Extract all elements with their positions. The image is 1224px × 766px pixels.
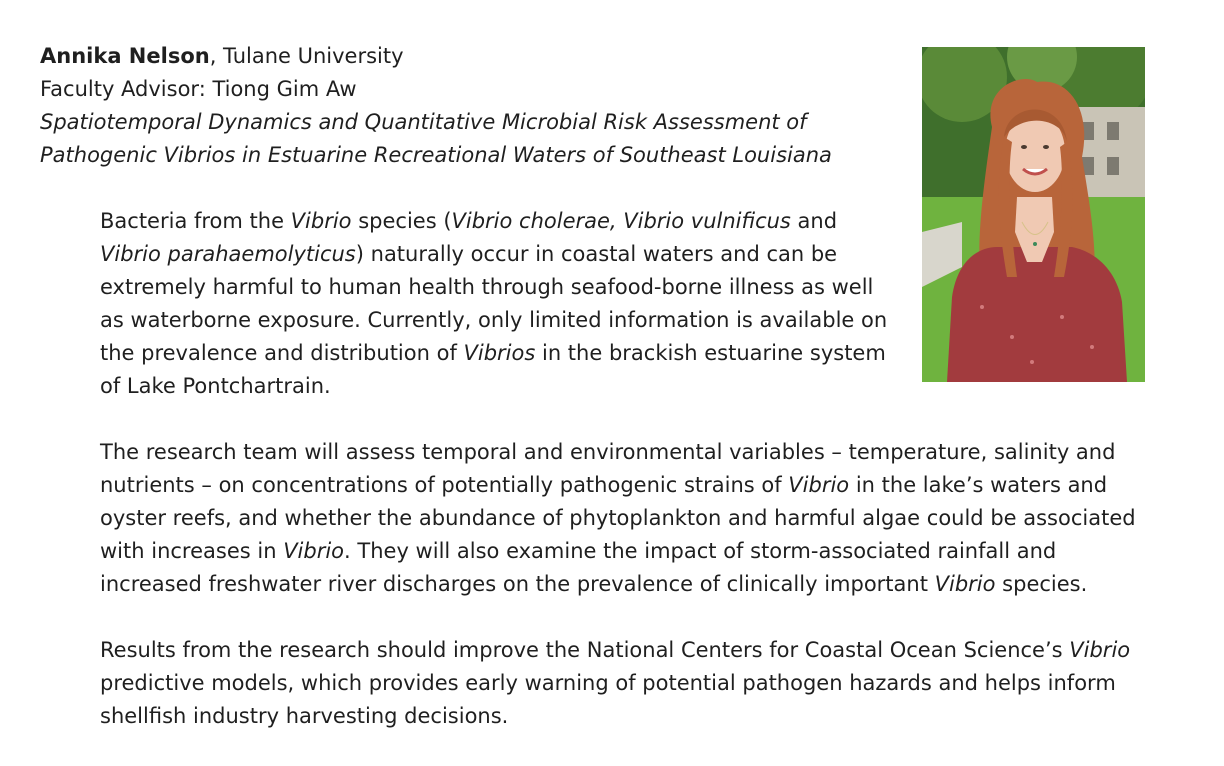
project-title-line-1: Spatiotemporal Dynamics and Quantitative Microbial Risk Assessment of — [40, 110, 807, 134]
p2-italic-d: Vibrio — [283, 539, 345, 563]
p3-text-a: Results from the research should improve the National Centers for Coastal Ocean Science’s — [100, 638, 1070, 662]
p1-text-c: species ( — [351, 209, 452, 233]
p2-italic-f: Vibrio — [934, 572, 996, 596]
researcher-name: Annika Nelson — [40, 44, 210, 68]
p1-italic-f: Vibrio parahaemolyticus — [100, 242, 356, 266]
p1-italic-b: Vibrio — [290, 209, 352, 233]
paragraph-1 — [100, 205, 900, 403]
researcher-header — [40, 40, 900, 172]
p3-text-c: predictive models, which provides early warning of potential pathogen hazards and helps inform shellfish industry harvesting decisions. — [100, 671, 1116, 728]
p2-text-c: in the lake’s waters and oyster reefs, and whether the abundance of phytoplankton and harmful algae could be associated with increases in — [100, 473, 1136, 563]
p2-text-e: . They will also examine the impact of storm-associated rainfall and increased freshwater river discharges on the prevalence of clinically important — [100, 539, 1057, 596]
p1-text-i: in the brackish estuarine system of Lake Pontchartrain. — [100, 341, 886, 398]
researcher-affiliation: , Tulane University — [209, 44, 404, 68]
paragraph-3 — [100, 634, 1160, 733]
researcher-line — [40, 40, 900, 73]
project-title-line-2: Pathogenic Vibrios in Estuarine Recreational Waters of Southeast Louisiana — [40, 143, 832, 167]
p3-italic-b: Vibrio — [1069, 638, 1131, 662]
p1-italic-d: Vibrio cholerae, Vibrio vulnificus — [451, 209, 791, 233]
p1-italic-h: Vibrios — [463, 341, 536, 365]
p1-text-g: ) naturally occur in coastal waters and can be extremely harmful to human health through seafood-borne illness as well as waterborne exposure. Currently, only limited information is available on the prevalence and distribution of — [100, 242, 888, 365]
article-body — [100, 205, 1160, 766]
p2-italic-b: Vibrio — [788, 473, 850, 497]
p2-text-g: species. — [995, 572, 1088, 596]
p2-text-a: The research team will assess temporal and environmental variables – temperature, salinity and nutrients – on concentrations of potentially pathogenic strains of — [100, 440, 1116, 497]
p1-text-a: Bacteria from the — [100, 209, 291, 233]
faculty-advisor: Faculty Advisor: Tiong Gim Aw — [40, 77, 357, 101]
paragraph-2 — [100, 436, 1160, 601]
p1-text-e: and — [790, 209, 838, 233]
